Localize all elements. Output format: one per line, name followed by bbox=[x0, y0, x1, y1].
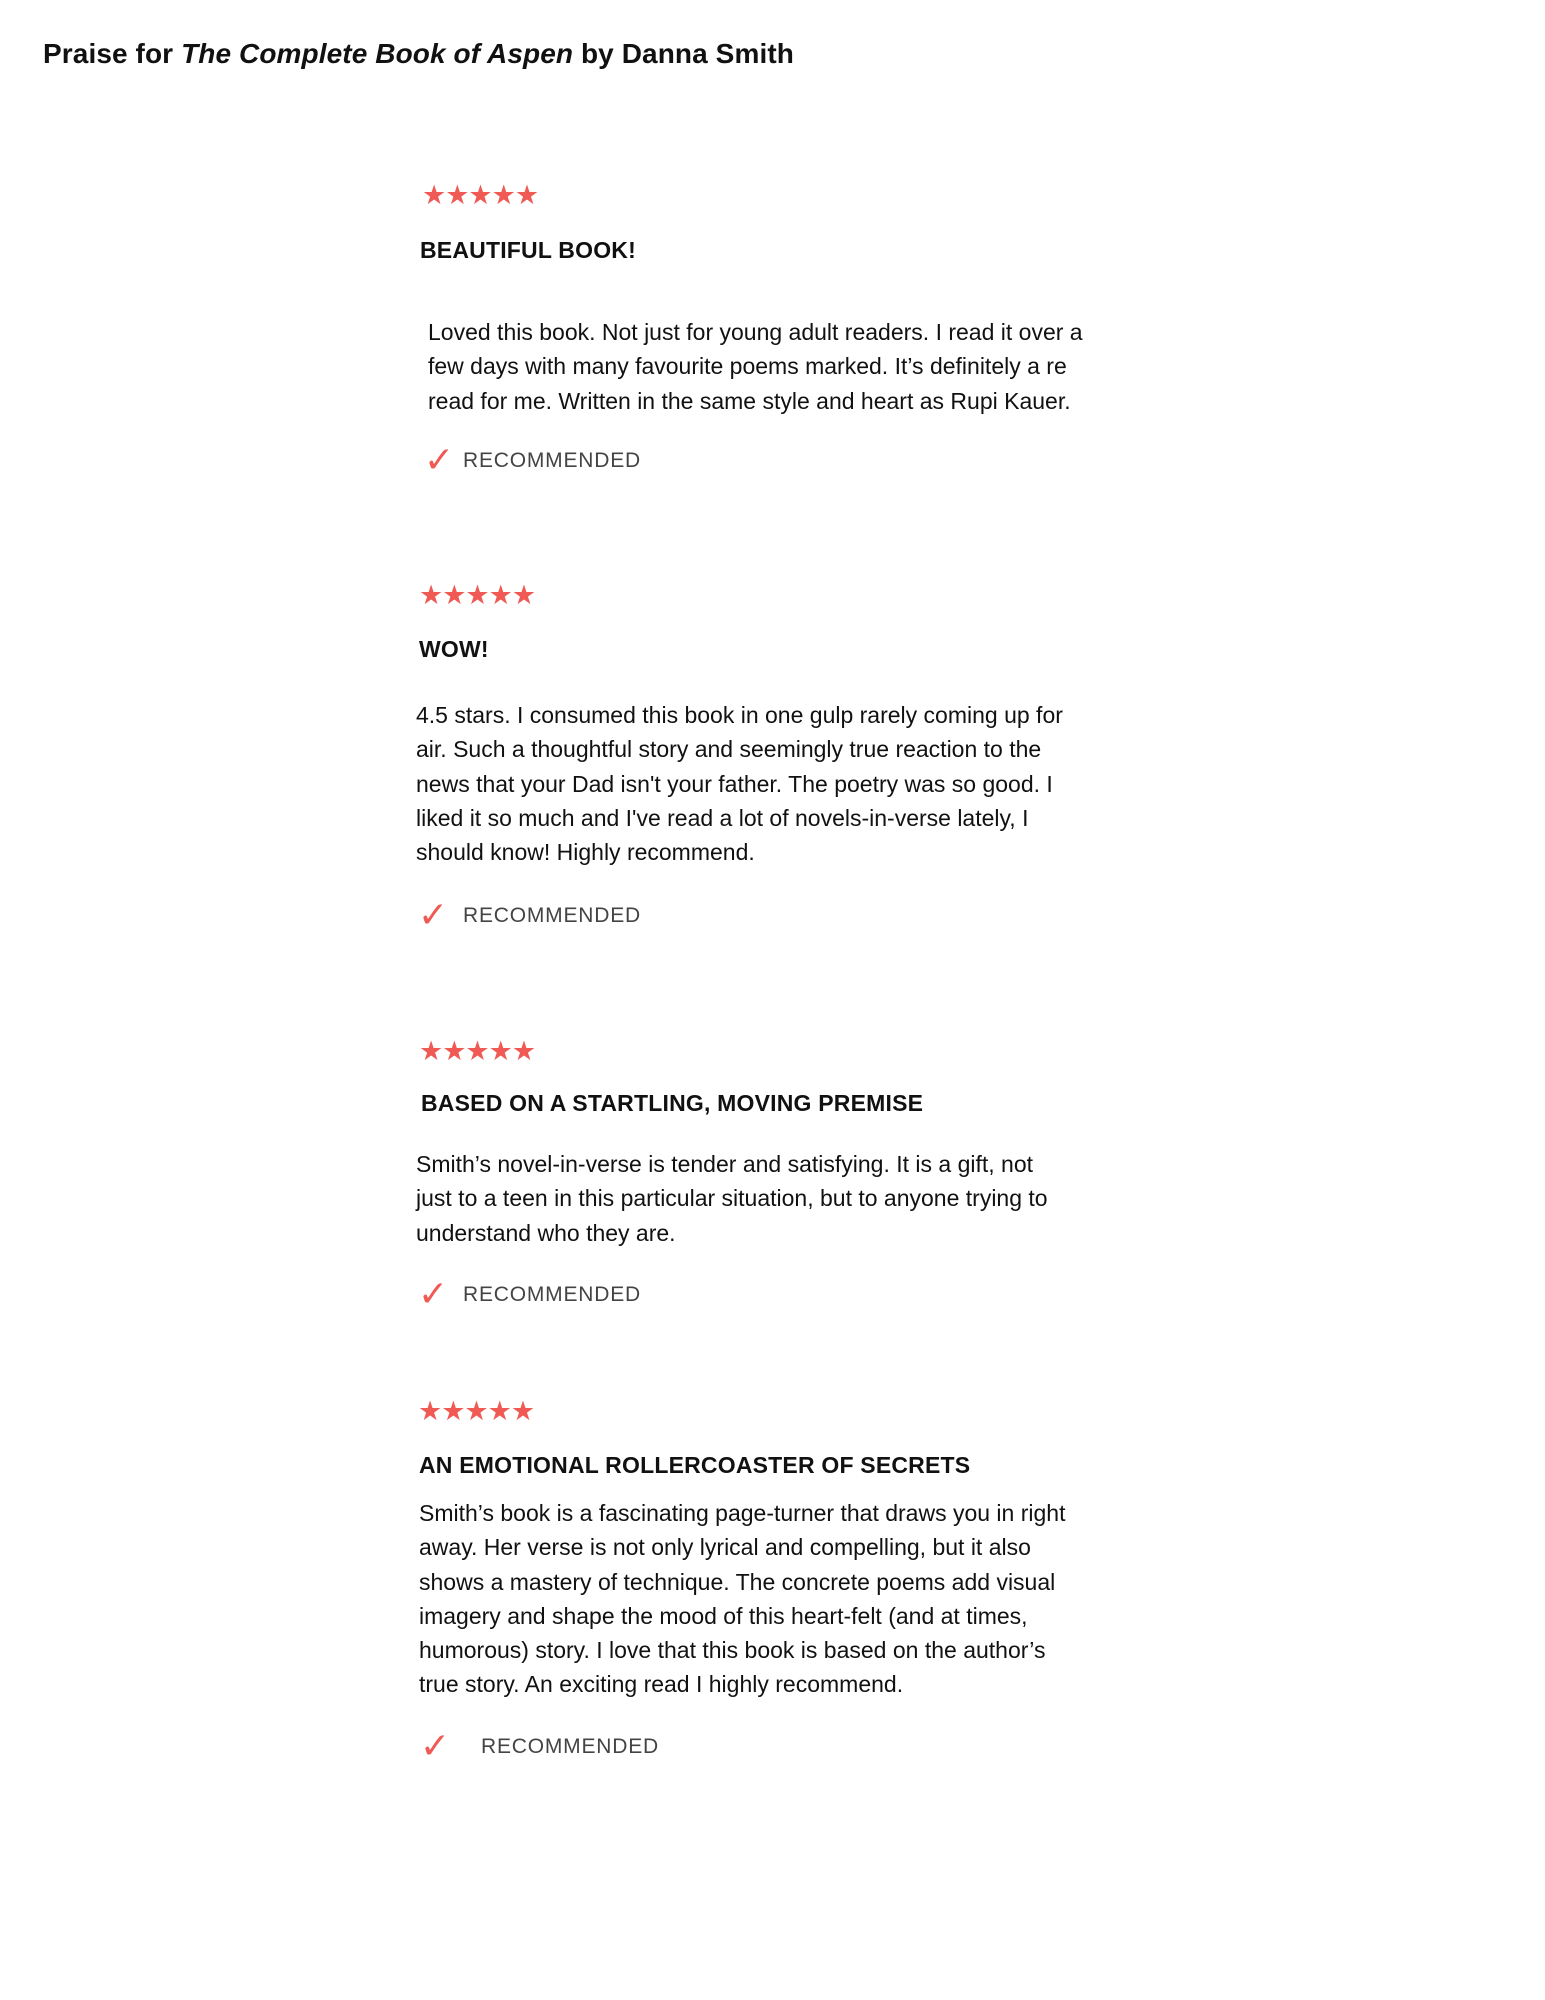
review-body-line: should know! Highly recommend. bbox=[416, 839, 755, 866]
review-headline: AN EMOTIONAL ROLLERCOASTER OF SECRETS bbox=[419, 1452, 971, 1478]
review-body-line: imagery and shape the mood of this heart-felt (and at times, bbox=[419, 1602, 1028, 1629]
review-body-line: liked it so much and I've read a lot of novels-in-verse lately, I bbox=[416, 804, 1029, 831]
checkmark-icon: ✓ bbox=[418, 895, 449, 936]
recommended-label: RECOMMENDED bbox=[463, 904, 641, 927]
review-body-line: Loved this book. Not just for young adult readers. I read it over a bbox=[428, 319, 1083, 345]
review-headline: BEAUTIFUL BOOK! bbox=[420, 237, 636, 263]
review-body-line: air. Such a thoughtful story and seemingly true reaction to the bbox=[416, 736, 1042, 763]
recommended-label: RECOMMENDED bbox=[481, 1735, 659, 1758]
review-body-line: Smith’s novel-in-verse is tender and satisfying. It is a gift, not bbox=[416, 1151, 1034, 1177]
checkmark-icon: ✓ bbox=[420, 1726, 451, 1767]
review-body-line: away. Her verse is not only lyrical and compelling, but it also bbox=[419, 1534, 1031, 1561]
star-rating: ★★★★★ bbox=[419, 580, 536, 610]
review-body-line: shows a mastery of technique. The concrete poems add visual bbox=[419, 1568, 1056, 1595]
book-title: The Complete Book of Aspen bbox=[181, 38, 574, 69]
review-body-line: humorous) story. I love that this book is based on the author’s bbox=[419, 1637, 1046, 1664]
page-title-prefix: Praise for bbox=[43, 38, 182, 69]
review-headline: WOW! bbox=[419, 636, 489, 662]
star-rating: ★★★★★ bbox=[419, 1036, 536, 1066]
review-body bbox=[419, 1496, 1139, 1702]
star-rating: ★★★★★ bbox=[418, 1396, 535, 1426]
review-body bbox=[428, 315, 1148, 418]
review-body-line: true story. An exciting read I highly recommend. bbox=[419, 1671, 904, 1698]
review-headline: BASED ON A STARTLING, MOVING PREMISE bbox=[421, 1090, 924, 1116]
review-body-line: 4.5 stars. I consumed this book in one gulp rarely coming up for bbox=[416, 702, 1063, 728]
page-title-suffix: by Danna Smith bbox=[573, 38, 794, 69]
review-body-line: few days with many favourite poems marked. It’s definitely a re bbox=[428, 353, 1067, 380]
star-rating: ★★★★★ bbox=[422, 180, 539, 210]
review-body-line: understand who they are. bbox=[416, 1219, 676, 1246]
review-body bbox=[416, 1147, 1136, 1250]
review-body-line: read for me. Written in the same style and heart as Rupi Kauer. bbox=[428, 387, 1071, 414]
review-body-line: news that your Dad isn't your father. The poetry was so good. I bbox=[416, 770, 1053, 797]
page-title bbox=[43, 38, 794, 70]
review-body-line: just to a teen in this particular situation, but to anyone trying to bbox=[416, 1185, 1048, 1212]
review-body-line: Smith’s book is a fascinating page-turner that draws you in right bbox=[419, 1500, 1066, 1526]
recommended-label: RECOMMENDED bbox=[463, 449, 641, 472]
checkmark-icon: ✓ bbox=[424, 440, 455, 481]
recommended-label: RECOMMENDED bbox=[463, 1283, 641, 1306]
review-body bbox=[416, 698, 1136, 869]
checkmark-icon: ✓ bbox=[418, 1274, 449, 1315]
